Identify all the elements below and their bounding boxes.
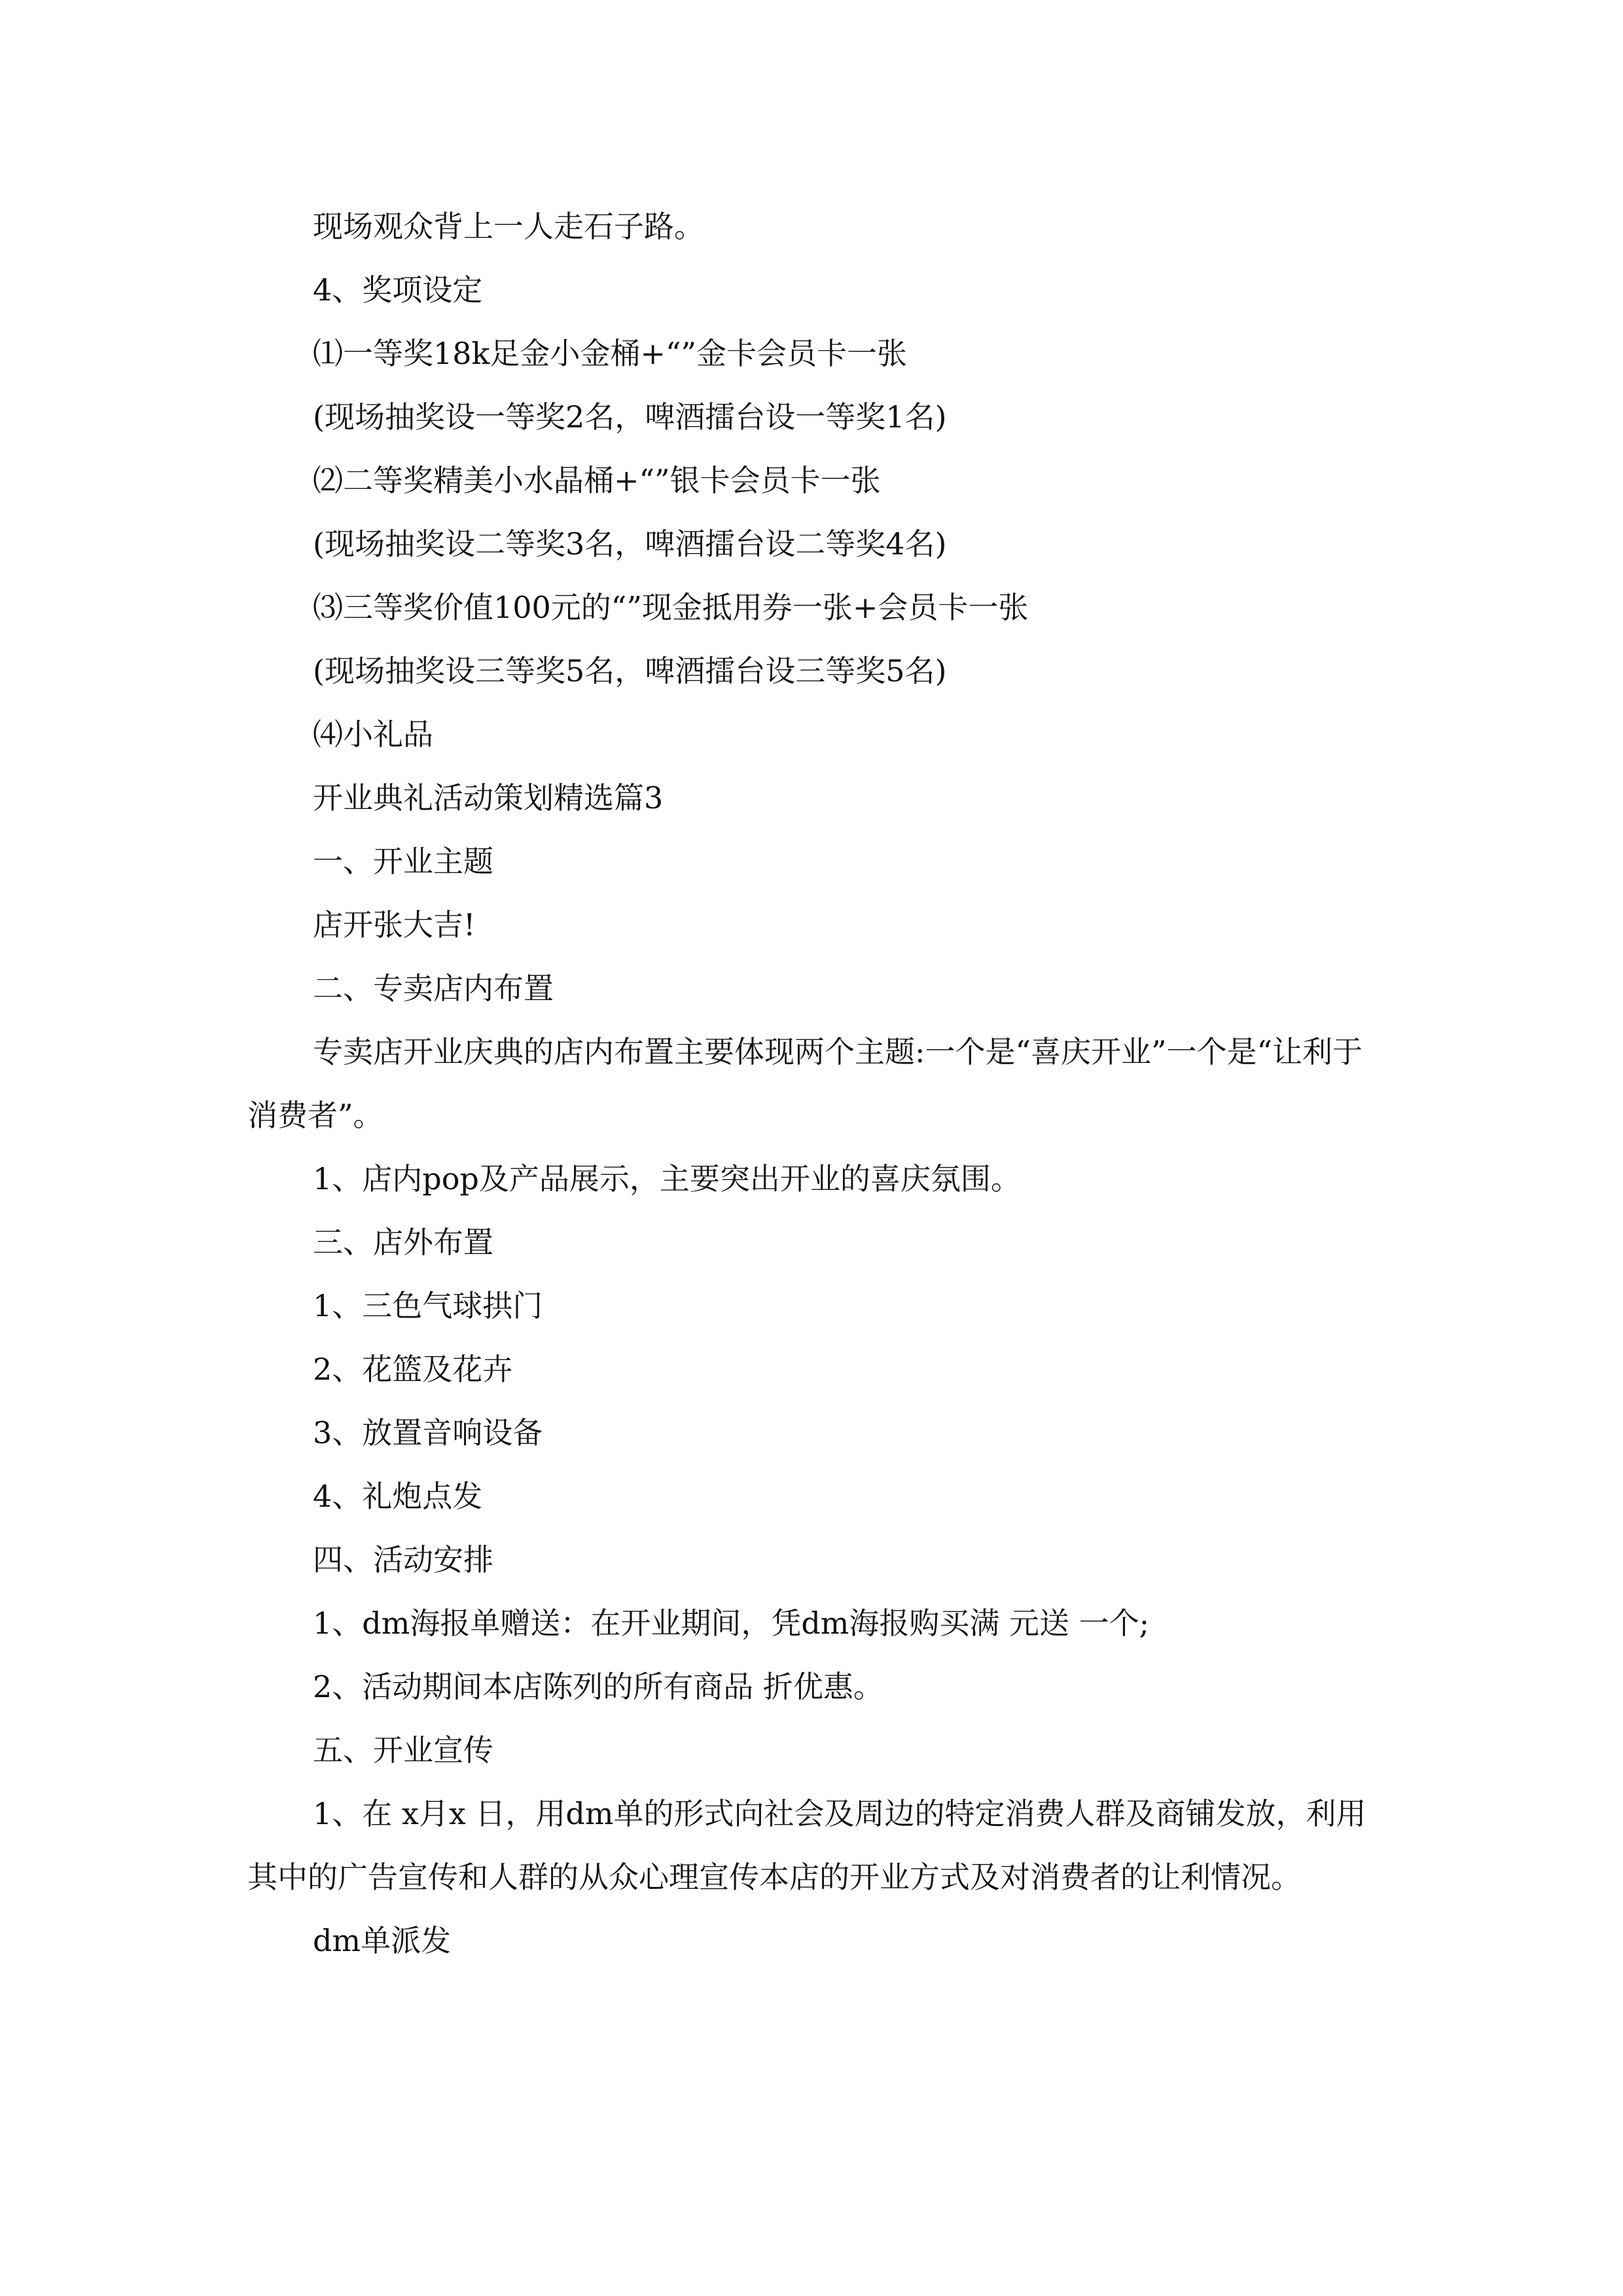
- paragraph: ⑴一等奖18k足金小金桶+“”金卡会员卡一张: [313, 336, 907, 371]
- paragraph: 1、在 x月x 日，用dm单的形式向社会及周边的特定消费人群及商铺发放，利用其中的广告宣传和人群的从众心理宣传本店的开业方式及对消费者的让利情况。: [247, 1796, 1366, 1895]
- list-item: 1、dm海报单赠送：在开业期间，凭dm海报购买满 元送 一个;: [313, 1605, 1150, 1641]
- document-body: [247, 195, 1389, 1973]
- list-item: 3、放置音响设备: [313, 1415, 543, 1450]
- list-item: 4、礼炮点发: [313, 1479, 483, 1514]
- paragraph: 现场观众背上一人走石子路。: [313, 209, 704, 244]
- section-heading: 四、活动安排: [313, 1542, 493, 1577]
- list-item: 2、花篮及花卉: [313, 1352, 513, 1387]
- paragraph: 1、店内pop及产品展示，主要突出开业的喜庆氛围。: [313, 1161, 1021, 1196]
- paragraph: 店开张大吉!: [313, 907, 476, 942]
- paragraph: ⑶三等奖价值100元的“”现金抵用券一张+会员卡一张: [313, 590, 1029, 625]
- section-heading: 4、奖项设定: [313, 272, 483, 308]
- paragraph: (现场抽奖设一等奖2名，啤酒擂台设一等奖1名): [313, 399, 947, 435]
- paragraph: ⑵二等奖精美小水晶桶+“”银卡会员卡一张: [313, 463, 881, 498]
- paragraph: 专卖店开业庆典的店内布置主要体现两个主题:一个是“喜庆开业”一个是“让利于消费者”。: [247, 1034, 1363, 1133]
- section-heading: 二、专卖店内布置: [313, 971, 554, 1006]
- list-item: 1、三色气球拱门: [313, 1288, 543, 1323]
- section-heading: 一、开业主题: [313, 844, 493, 879]
- section-heading: 三、店外布置: [313, 1225, 493, 1260]
- list-item: 2、活动期间本店陈列的所有商品 折优惠。: [313, 1669, 883, 1704]
- chapter-title: 开业典礼活动策划精选篇3: [313, 780, 664, 816]
- section-heading: 五、开业宣传: [313, 1732, 493, 1768]
- paragraph: (现场抽奖设二等奖3名，啤酒擂台设二等奖4名): [313, 526, 947, 562]
- paragraph: (现场抽奖设三等奖5名，啤酒擂台设三等奖5名): [313, 653, 947, 689]
- paragraph: ⑷小礼品: [313, 717, 433, 752]
- paragraph: dm单派发: [313, 1923, 452, 1958]
